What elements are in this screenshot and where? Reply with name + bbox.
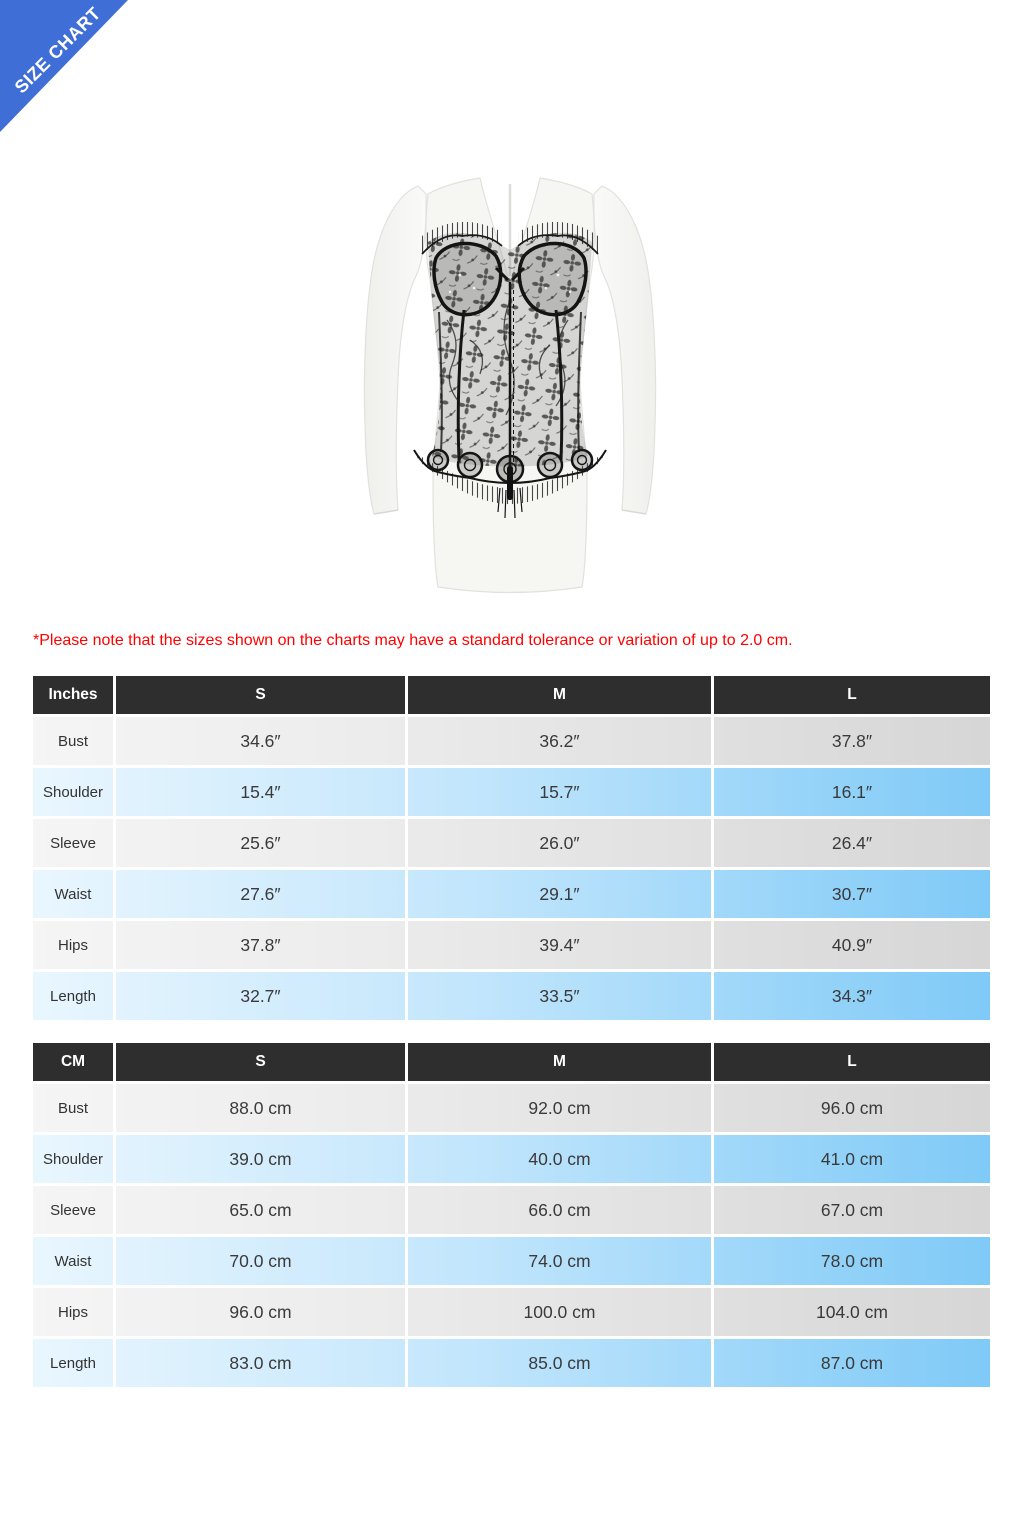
table-row-sleeve xyxy=(33,1186,990,1234)
value-l: 87.0 cm xyxy=(711,1339,990,1387)
table-row-length xyxy=(33,972,990,1020)
row-label: Waist xyxy=(54,1252,92,1270)
value-l: 40.9″ xyxy=(711,921,990,969)
value-s: 15.4″ xyxy=(113,768,405,816)
lace-right-cup xyxy=(519,243,586,314)
value-l: 26.4″ xyxy=(711,819,990,867)
size-charts xyxy=(33,676,990,1387)
row-label: Length xyxy=(50,1354,96,1372)
table-row-sleeve xyxy=(33,819,990,867)
value-l: 34.3″ xyxy=(711,972,990,1020)
value-l: 67.0 cm xyxy=(711,1186,990,1234)
row-label: Shoulder xyxy=(42,1150,104,1168)
value-s: 27.6″ xyxy=(113,870,405,918)
table-row-length xyxy=(33,1339,990,1387)
value-s: 88.0 cm xyxy=(113,1084,405,1132)
table-row-shoulder xyxy=(33,1135,990,1183)
size-header-l: L xyxy=(711,1043,990,1081)
value-l: 30.7″ xyxy=(711,870,990,918)
table-row-hips xyxy=(33,921,990,969)
value-m: 74.0 cm xyxy=(405,1237,711,1285)
row-label: Hips xyxy=(57,936,88,954)
value-l: 104.0 cm xyxy=(711,1288,990,1336)
product-image xyxy=(350,170,690,600)
lace-overlay xyxy=(414,222,606,518)
size-chart-ribbon xyxy=(0,0,180,180)
dress-right-sleeve xyxy=(594,186,656,514)
value-m: 92.0 cm xyxy=(405,1084,711,1132)
lace-left-cup xyxy=(434,243,501,314)
value-m: 100.0 cm xyxy=(405,1288,711,1336)
table-header-row xyxy=(33,1043,990,1081)
size-header-l: L xyxy=(711,676,990,714)
value-m: 85.0 cm xyxy=(405,1339,711,1387)
tolerance-note: *Please note that the sizes shown on the charts may have a standard tolerance or variation of up to 2.0 cm. xyxy=(33,632,793,649)
dress-left-sleeve xyxy=(364,186,426,514)
value-l: 16.1″ xyxy=(711,768,990,816)
value-l: 41.0 cm xyxy=(711,1135,990,1183)
value-m: 15.7″ xyxy=(405,768,711,816)
table-row-bust xyxy=(33,1084,990,1132)
value-m: 40.0 cm xyxy=(405,1135,711,1183)
value-s: 96.0 cm xyxy=(113,1288,405,1336)
size-header-s: S xyxy=(113,1043,405,1081)
row-label: Sleeve xyxy=(50,1201,96,1219)
table-row-hips xyxy=(33,1288,990,1336)
value-l: 37.8″ xyxy=(711,717,990,765)
table-row-waist xyxy=(33,1237,990,1285)
row-label: Hips xyxy=(57,1303,88,1321)
row-label: Waist xyxy=(54,885,92,903)
value-s: 83.0 cm xyxy=(113,1339,405,1387)
row-label: Sleeve xyxy=(50,834,96,852)
value-m: 66.0 cm xyxy=(405,1186,711,1234)
unit-header: CM xyxy=(60,1053,86,1070)
table-row-shoulder xyxy=(33,768,990,816)
value-s: 39.0 cm xyxy=(113,1135,405,1183)
size-header-m: M xyxy=(405,676,711,714)
value-m: 26.0″ xyxy=(405,819,711,867)
size-chart-cm xyxy=(33,1043,990,1387)
value-s: 25.6″ xyxy=(113,819,405,867)
value-m: 39.4″ xyxy=(405,921,711,969)
row-label: Length xyxy=(50,987,96,1005)
value-s: 32.7″ xyxy=(113,972,405,1020)
value-m: 33.5″ xyxy=(405,972,711,1020)
row-label: Bust xyxy=(57,732,88,750)
value-l: 78.0 cm xyxy=(711,1237,990,1285)
value-s: 37.8″ xyxy=(113,921,405,969)
unit-header: Inches xyxy=(48,686,98,703)
size-header-m: M xyxy=(405,1043,711,1081)
value-m: 29.1″ xyxy=(405,870,711,918)
row-label: Shoulder xyxy=(42,783,104,801)
value-m: 36.2″ xyxy=(405,717,711,765)
value-s: 34.6″ xyxy=(113,717,405,765)
value-s: 70.0 cm xyxy=(113,1237,405,1285)
table-header-row xyxy=(33,676,990,714)
value-l: 96.0 cm xyxy=(711,1084,990,1132)
ribbon-triangle xyxy=(0,0,128,132)
size-chart-inches xyxy=(33,676,990,1020)
table-row-waist xyxy=(33,870,990,918)
table-row-bust xyxy=(33,717,990,765)
value-s: 65.0 cm xyxy=(113,1186,405,1234)
ribbon-label: SIZE CHART xyxy=(10,3,105,98)
row-label: Bust xyxy=(57,1099,88,1117)
size-header-s: S xyxy=(113,676,405,714)
